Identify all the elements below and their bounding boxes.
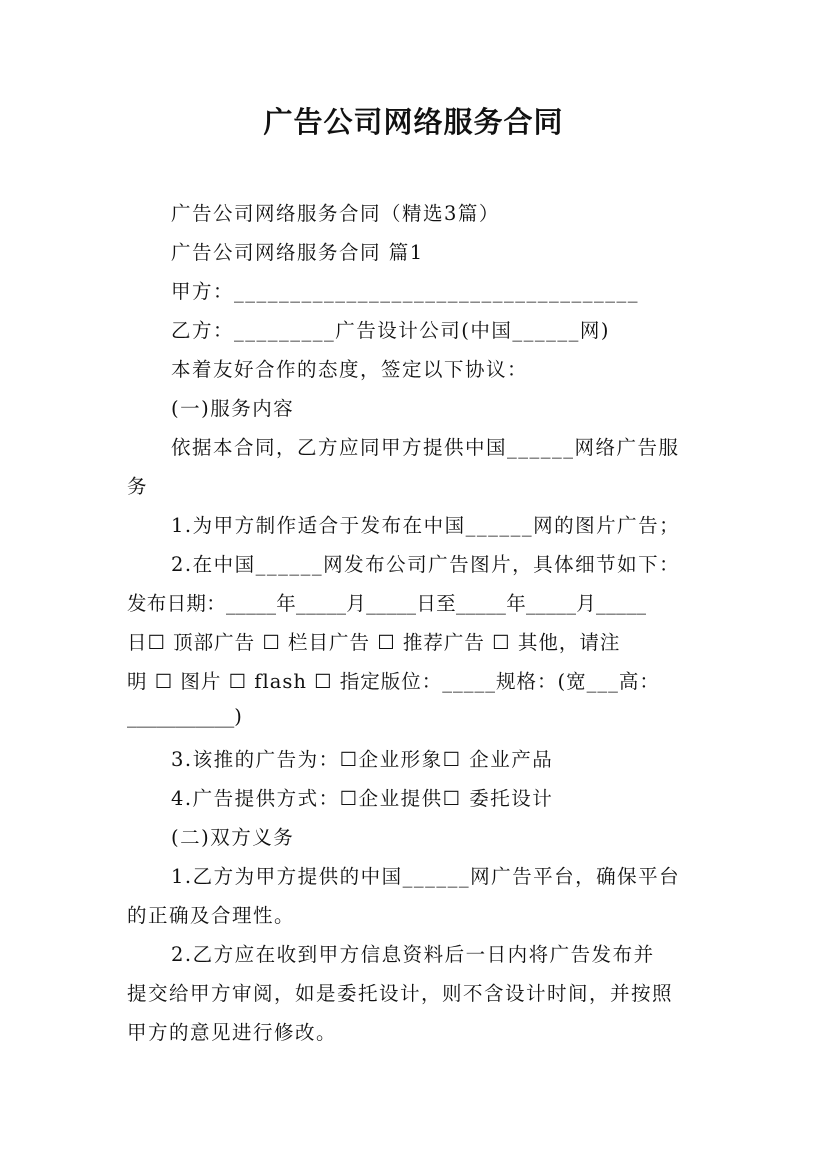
paragraph-line: 甲方：____________________________________ bbox=[171, 280, 640, 303]
paragraph-line: 依据本合同，乙方应同甲方提供中国______网络广告服 bbox=[171, 436, 680, 459]
paragraph-line: 3.该推的广告为：☐企业形象☐ 企业产品 bbox=[171, 748, 554, 771]
paragraph-line: 发布日期：_____年_____月_____日至_____年_____月_____ bbox=[127, 592, 647, 615]
paragraph-line: 2.在中国______网发布公司广告图片，具体细节如下： bbox=[171, 553, 681, 576]
paragraph-line: 2.乙方应在收到甲方信息资料后一日内将广告发布并 bbox=[171, 943, 655, 966]
paragraph-line: 甲方的意见进行修改。 bbox=[127, 1021, 338, 1044]
paragraph-line: 1.为甲方制作适合于发布在中国______网的图片广告； bbox=[171, 514, 681, 537]
section-heading: (一)服务内容 bbox=[171, 397, 295, 420]
paragraph-line: 务 bbox=[127, 475, 149, 498]
paragraph-line: ___________) bbox=[127, 705, 242, 728]
paragraph-line: 广告公司网络服务合同（精选3篇） bbox=[171, 202, 500, 225]
paragraph-line: 的正确及合理性。 bbox=[127, 904, 296, 927]
paragraph-line: 日☐ 顶部广告 ☐ 栏目广告 ☐ 推荐广告 ☐ 其他，请注 bbox=[127, 631, 621, 654]
paragraph-line: 4.广告提供方式：☐企业提供☐ 委托设计 bbox=[171, 787, 554, 810]
paragraph-line: 乙方：_________广告设计公司(中国______网) bbox=[171, 319, 610, 342]
paragraph-line: 明 ☐ 图片 ☐ flash ☐ 指定版位：_____规格：(宽___高： bbox=[127, 670, 660, 693]
document-title: 广告公司网络服务合同 bbox=[263, 105, 564, 139]
paragraph-line: 本着友好合作的态度，签定以下协议： bbox=[171, 358, 529, 381]
paragraph-line: 广告公司网络服务合同 篇1 bbox=[171, 241, 424, 264]
paragraph-line: 1.乙方为甲方提供的中国______网广告平台，确保平台 bbox=[171, 865, 681, 888]
paragraph-line: 提交给甲方审阅，如是委托设计，则不含设计时间，并按照 bbox=[127, 982, 674, 1005]
section-heading: (二)双方义务 bbox=[171, 826, 295, 849]
